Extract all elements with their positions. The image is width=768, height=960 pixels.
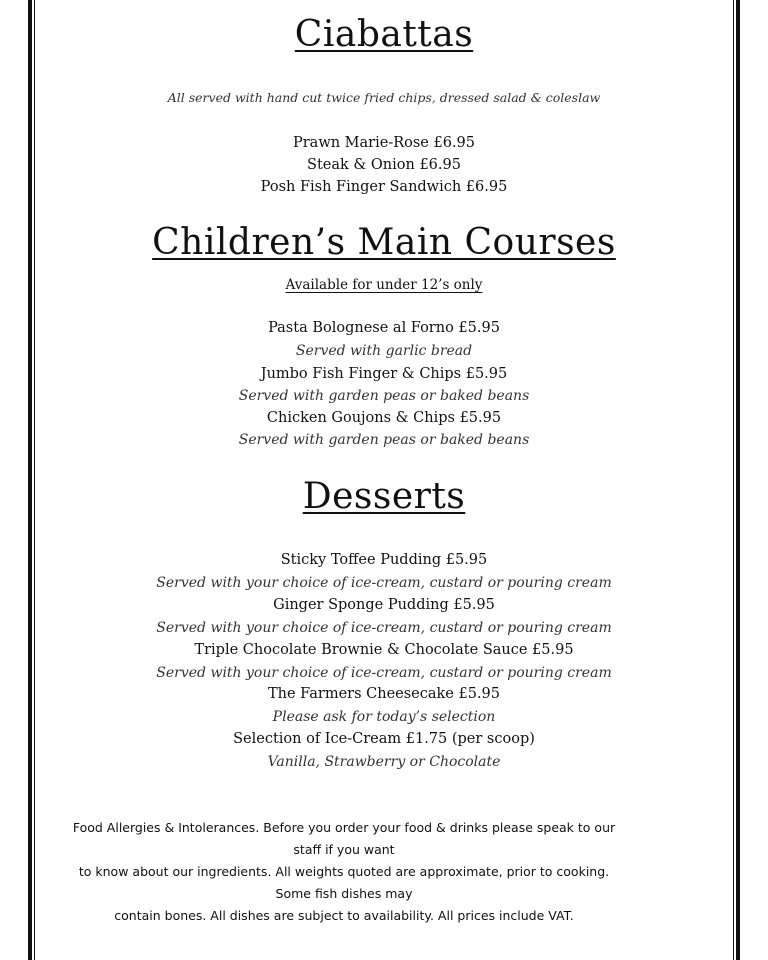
menu-item-note: Served with garden peas or baked beans bbox=[238, 432, 530, 448]
section-title-desserts: Desserts bbox=[302, 476, 466, 517]
children-subtitle: Available for under 12’s only bbox=[285, 277, 483, 293]
menu-item: Ginger Sponge Pudding £5.95 bbox=[273, 597, 495, 613]
menu-item-note: Vanilla, Strawberry or Chocolate bbox=[267, 754, 501, 770]
menu-item: Steak & Onion £6.95 bbox=[307, 157, 461, 173]
menu-item: Sticky Toffee Pudding £5.95 bbox=[280, 552, 488, 568]
page-border-left-thick bbox=[28, 0, 32, 960]
allergy-notice bbox=[60, 817, 628, 927]
allergy-notice-line: Food Allergies & Intolerances. Before you order your food & drinks please speak to our staff if you want bbox=[72, 820, 616, 857]
ciabattas-intro: All served with hand cut twice fried chips, dressed salad & coleslaw bbox=[167, 90, 601, 105]
menu-item-note: Served with garden peas or baked beans bbox=[238, 388, 530, 404]
section-title-children: Children’s Main Courses bbox=[152, 222, 616, 263]
menu-page bbox=[40, 0, 728, 960]
menu-item-note: Served with your choice of ice-cream, custard or pouring cream bbox=[156, 620, 612, 636]
menu-item-note: Served with garlic bread bbox=[295, 343, 473, 359]
menu-item: Jumbo Fish Finger & Chips £5.95 bbox=[260, 366, 508, 382]
menu-item: Triple Chocolate Brownie & Chocolate Sauce £5.95 bbox=[194, 642, 574, 658]
page-border-right-thin bbox=[733, 0, 734, 960]
page-border-right-thick bbox=[736, 0, 740, 960]
menu-item-note: Served with your choice of ice-cream, custard or pouring cream bbox=[156, 575, 612, 591]
menu-item: Selection of Ice-Cream £1.75 (per scoop) bbox=[233, 731, 535, 747]
section-title-ciabattas: Ciabattas bbox=[294, 14, 474, 55]
allergy-notice-line: contain bones. All dishes are subject to availability. All prices include VAT. bbox=[114, 908, 574, 923]
menu-item-note: Please ask for today’s selection bbox=[272, 709, 496, 725]
menu-item: Pasta Bolognese al Forno £5.95 bbox=[268, 320, 500, 336]
menu-item: Prawn Marie-Rose £6.95 bbox=[292, 135, 476, 151]
menu-item-note: Served with your choice of ice-cream, custard or pouring cream bbox=[156, 665, 612, 681]
menu-item: The Farmers Cheesecake £5.95 bbox=[267, 686, 501, 702]
menu-item: Posh Fish Finger Sandwich £6.95 bbox=[260, 179, 508, 195]
page-border-left-thin bbox=[34, 0, 35, 960]
allergy-notice-line: to know about our ingredients. All weights quoted are approximate, prior to cooking. Some fish dishes may bbox=[78, 864, 610, 901]
menu-item: Chicken Goujons & Chips £5.95 bbox=[266, 410, 502, 426]
